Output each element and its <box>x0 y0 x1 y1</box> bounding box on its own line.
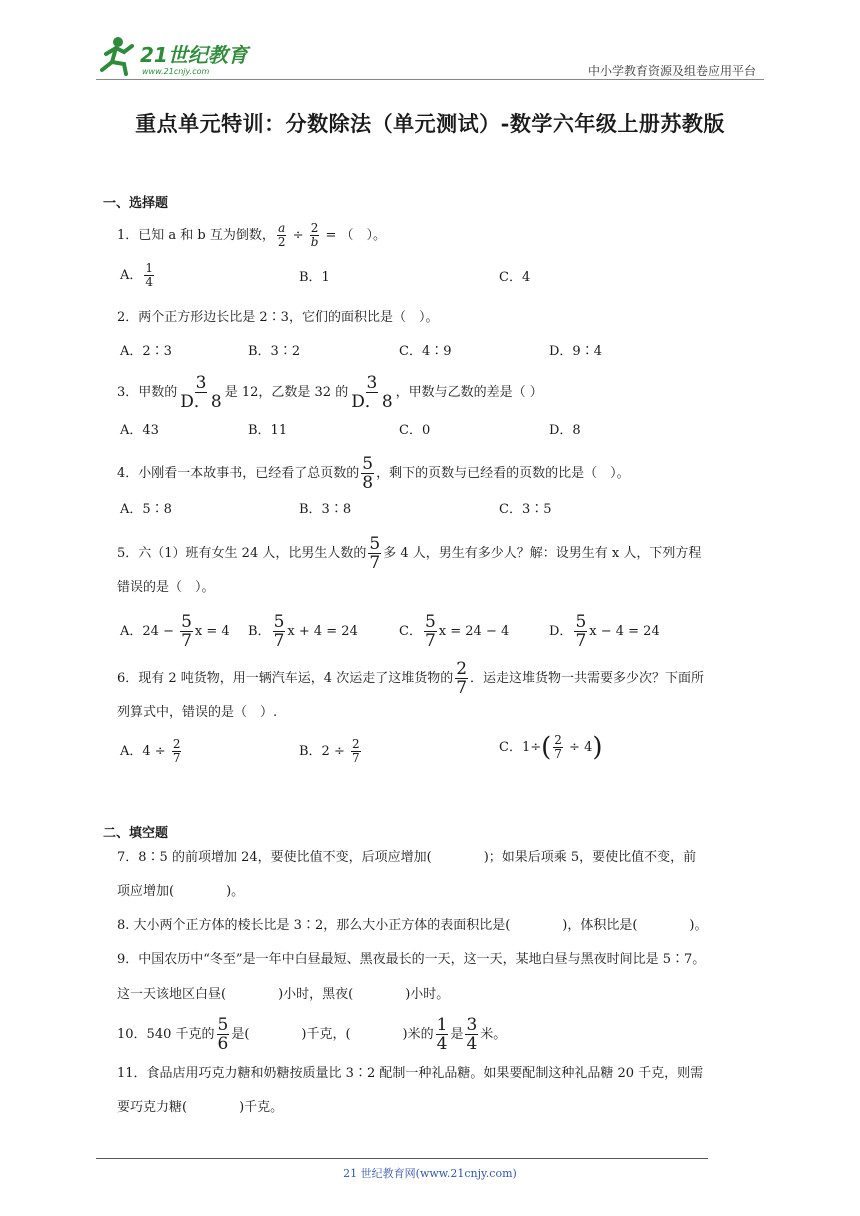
option-a[interactable]: A．43 <box>120 423 159 438</box>
question-11: 11．食品店用巧克力糖和奶糖按质量比 3∶2 配制一种礼品糖。如果要配制这种礼品糖 20 千克，则需 <box>117 1066 704 1081</box>
section-heading: 一、选择题 <box>103 196 169 211</box>
question-7: 7．8∶5 的前项增加 24，要使比值不变，后项应增加( )；如果后项乘 5，要使比值不变，前 <box>117 850 697 865</box>
option-a[interactable]: A．24 − $\frac{5}{7}$ x = 4 <box>120 612 230 651</box>
runner-icon <box>96 34 256 80</box>
question-1: 1．已知 a 和 b 互为倒数， $\frac{a}{2}$ ÷ $\frac{2}{b}$ = （ ）。 <box>117 221 387 249</box>
option-c[interactable]: C．4 <box>499 270 531 285</box>
question-4: 4．小刚看一本故事书，已经看了总页数的 $\frac{5}{8}$ ，剩下的页数与已经看的页数的比是（ ）。 <box>117 454 630 493</box>
section-heading: 二、填空题 <box>103 826 169 841</box>
question-10: 10．540 千克的 $\frac{5}{6}$ 是( )千克，( )米的 $\frac{1}{4}$ 是 $\frac{3}{4}$ 米。 <box>117 1015 507 1054</box>
svg-text:www.21cnjy.com: www.21cnjy.com <box>142 67 210 76</box>
option-a[interactable]: A．2∶3 <box>120 344 172 359</box>
option-c[interactable]: C．1÷( $\frac{2}{7}$ ÷ 4) <box>499 732 603 763</box>
page-title: 重点单元特训：分数除法（单元测试）-数学六年级上册苏教版 <box>135 111 725 136</box>
option-c[interactable]: C．0 <box>399 423 431 438</box>
question-9-line2: 这一天该地区白昼( )小时，黑夜( )小时。 <box>117 987 450 1002</box>
option-a[interactable]: A．5∶8 <box>120 502 172 517</box>
option-b[interactable]: B．3∶8 <box>299 502 352 517</box>
option-a[interactable]: A．4 ÷ $\frac{2}{7}$ <box>120 737 181 765</box>
option-c[interactable]: C． $\frac{5}{7}$ x = 24 − 4 <box>399 612 510 651</box>
question-8: 8. 大小两个正方体的棱长比是 3∶2，那么大小正方体的表面积比是( )，体积比是( )。 <box>117 918 708 933</box>
question-9: 9．中国农历中“冬至”是一年中白昼最短、黑夜最长的一天，这一天，某地白昼与黑夜时间比是 5∶7。 <box>117 952 706 967</box>
option-b[interactable]: B．1 <box>299 270 330 285</box>
option-d[interactable]: D．8 <box>549 423 581 438</box>
footer-link[interactable]: 21 世纪教育网(www.21cnjy.com) <box>343 1167 517 1180</box>
option-d[interactable]: D． $\frac{5}{7}$ x − 4 = 24 <box>549 612 660 651</box>
question-5: 5．六（1）班有女生 24 人，比男生人数的 $\frac{5}{7}$ 多 4 人，男生有多少人？解：设男生有 x 人，下列方程 <box>117 534 702 573</box>
question-6-line2: 列算式中，错误的是（ ）. <box>117 705 278 720</box>
option-a[interactable]: A． $\frac{1}{4}$ <box>120 261 154 289</box>
site-logo <box>96 34 256 80</box>
option-b[interactable]: B．3∶2 <box>248 344 301 359</box>
option-c[interactable]: C．3∶5 <box>499 502 552 517</box>
question-6: 6．现有 2 吨货物，用一辆汽车运，4 次运走了这堆货物的 $\frac{2}{7}$ ．运走这堆货物一共需要多少次？下面所 <box>117 659 705 698</box>
question-7-line2: 项应增加( )。 <box>117 884 245 899</box>
question-3: 3．甲数的 $\frac{3}{D.8}$ 是 12，乙数是 32 的 $\frac{3}{D.8}$ ，甲数与乙数的差是（ ） <box>117 373 543 412</box>
question-2: 2．两个正方形边长比是 2∶3，它们的面积比是（ ）。 <box>117 310 439 325</box>
svg-text:21世纪教育: 21世纪教育 <box>140 43 248 67</box>
question-5-line2: 错误的是（ ）。 <box>117 580 215 595</box>
platform-label: 中小学教育资源及组卷应用平台 <box>587 64 756 78</box>
option-b[interactable]: B．11 <box>248 423 288 438</box>
question-11-line2: 要巧克力糖( )千克。 <box>117 1100 284 1115</box>
footer-divider <box>96 1158 708 1159</box>
header-divider <box>96 79 764 80</box>
option-c[interactable]: C．4∶9 <box>399 344 452 359</box>
option-b[interactable]: B． $\frac{5}{7}$ x + 4 = 24 <box>248 612 358 651</box>
option-d[interactable]: D．9∶4 <box>549 344 602 359</box>
option-b[interactable]: B．2 ÷ $\frac{2}{7}$ <box>299 737 360 765</box>
